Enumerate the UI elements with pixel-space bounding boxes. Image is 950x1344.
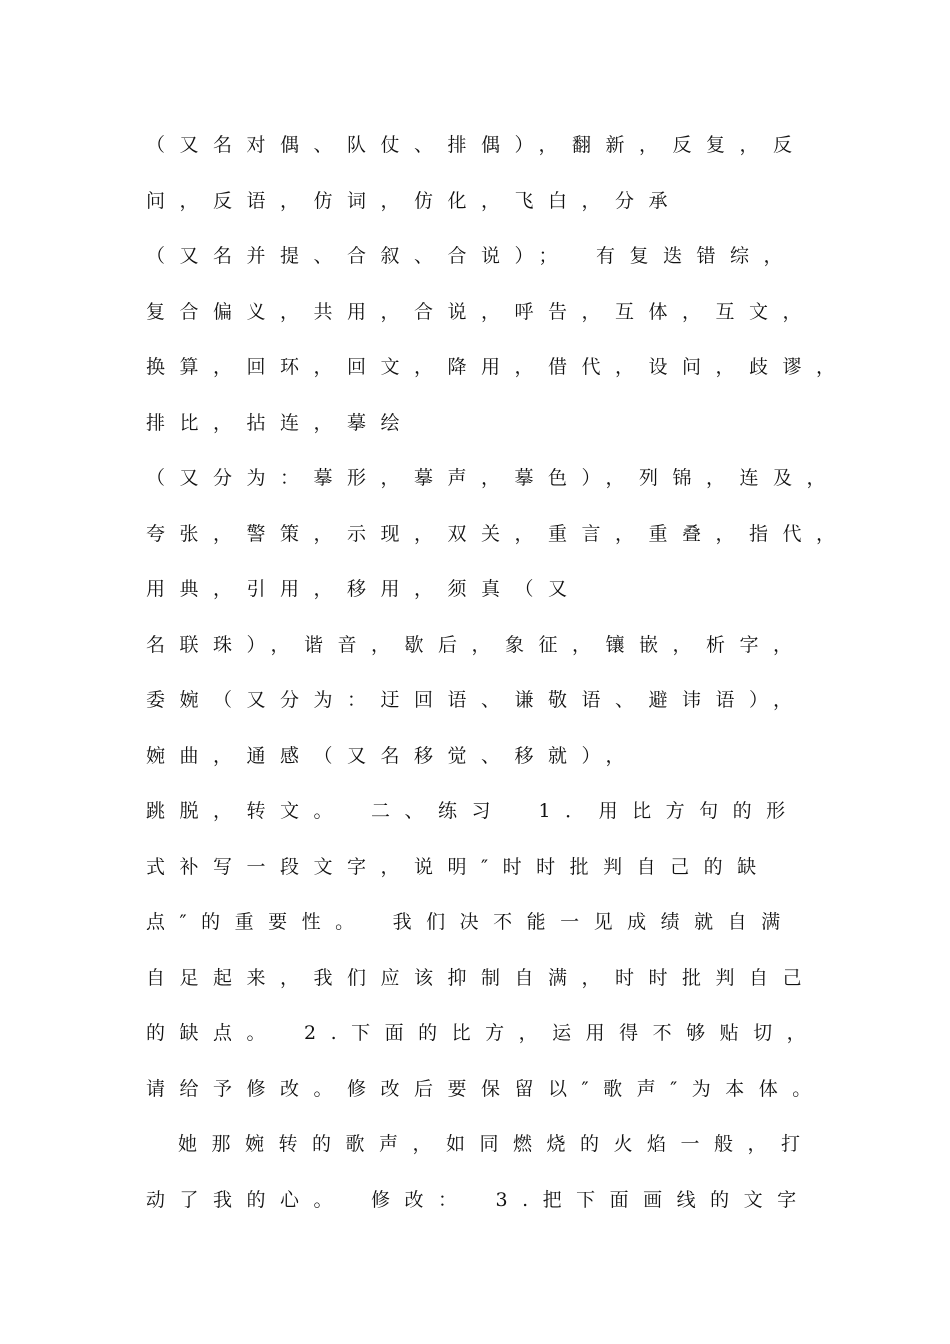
text-line: （又分为：摹形，摹声，摹色），列锦，连及， <box>146 467 841 489</box>
text-line: 排比，拈连，摹绘 <box>146 411 415 434</box>
text-line: 用典，引用，移用，须真（又 <box>146 578 582 600</box>
text-line: （又名对偶、队仗、排偶），翻新，反复，反 <box>146 134 807 156</box>
body-text <box>146 127 850 1237</box>
text-line: 式补写一段文字，说明″时时批判自己的缺 <box>146 855 771 878</box>
text-line: 委婉（又分为：迂回语、谦敬语、避讳语）， <box>146 689 807 711</box>
text-line: 婉曲，通感（又名移觉、移就）， <box>146 744 640 767</box>
text-line: 跳脱，转文。 二、练习 1．用比方句的形 <box>146 800 800 822</box>
text-line: 她那婉转的歌声，如同燃烧的火焰一般，打 <box>178 1133 815 1155</box>
text-line: 自足起来，我们应该抑制自满，时时批判自己 <box>146 966 817 989</box>
text-line: 请给予修改。修改后要保留以″歌声″为本体。 <box>146 1077 826 1100</box>
text-line: 复合偏义，共用，合说，呼告，互体，互文， <box>146 300 817 323</box>
text-line: 问，反语，仿词，仿化，飞白，分承 <box>146 189 683 212</box>
text-line: 换算，回环，回文，降用，借代，设问，歧谬， <box>146 356 850 378</box>
text-line: （又名并提、合叙、合说）； 有复迭错综， <box>146 245 798 267</box>
text-line: 名联珠），谐音，歇后，象征，镶嵌，析字， <box>146 633 807 656</box>
text-line: 的缺点。 2.下面的比方，运用得不够贴切， <box>146 1022 821 1044</box>
text-line: 动了我的心。 修改： 3.把下面画线的文字 <box>146 1188 811 1211</box>
text-line: 夸张，警策，示现，双关，重言，重叠，指代， <box>146 522 850 545</box>
text-line: 点″的重要性。 我们决不能一见成绩就自满 <box>146 911 795 933</box>
